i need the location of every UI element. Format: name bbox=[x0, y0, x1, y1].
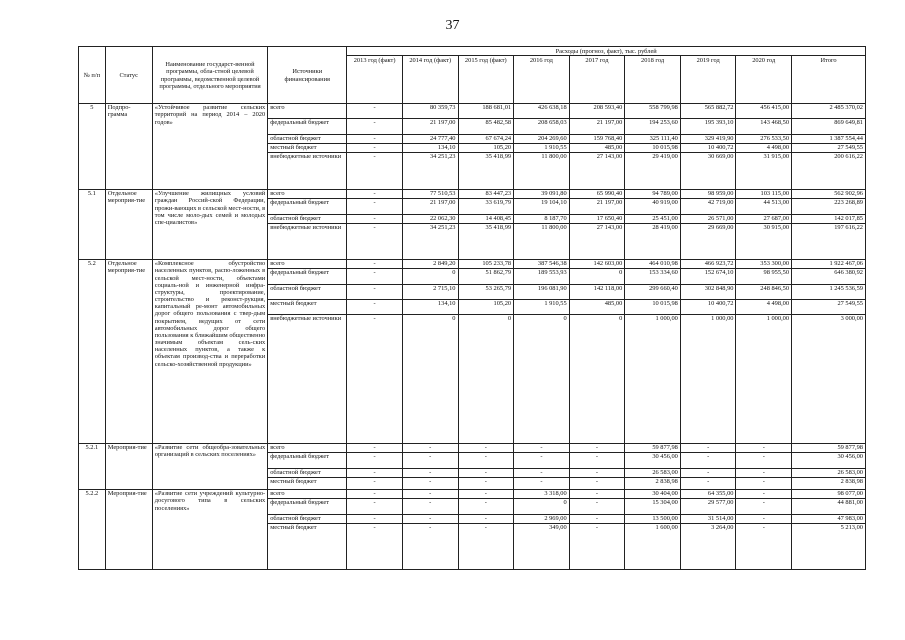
amount-cell: 59 877,98 bbox=[625, 444, 681, 453]
amount-cell: 134,10 bbox=[402, 144, 458, 153]
amount-cell: - bbox=[402, 515, 458, 524]
amount-cell: - bbox=[402, 453, 458, 469]
table-row bbox=[79, 104, 866, 119]
amount-cell: - bbox=[569, 524, 625, 570]
row-name: «Развитие сети общеобра-зовательных организаций в сельских поселениях» bbox=[152, 444, 267, 490]
amount-cell: 28 419,00 bbox=[625, 224, 681, 260]
amount-cell: 26 571,00 bbox=[680, 215, 736, 224]
amount-cell: - bbox=[402, 444, 458, 453]
amount-cell: 98 955,50 bbox=[736, 269, 792, 285]
amount-cell: - bbox=[347, 224, 403, 260]
amount-cell: 152 674,10 bbox=[680, 269, 736, 285]
amount-cell: 30 456,00 bbox=[792, 453, 866, 469]
amount-cell: 143 468,50 bbox=[736, 119, 792, 135]
amount-cell: 40 919,00 bbox=[625, 199, 681, 215]
amount-cell: 5 213,00 bbox=[792, 524, 866, 570]
header-status: Статус bbox=[105, 47, 152, 104]
amount-cell: - bbox=[736, 490, 792, 499]
amount-cell: - bbox=[680, 444, 736, 453]
amount-cell: 349,00 bbox=[514, 524, 570, 570]
amount-cell: - bbox=[347, 315, 403, 444]
amount-cell: 26 583,00 bbox=[625, 469, 681, 478]
amount-cell: 2 485 370,02 bbox=[792, 104, 866, 119]
amount-cell: - bbox=[458, 524, 514, 570]
amount-cell: - bbox=[458, 469, 514, 478]
funding-source: федеральный бюджет bbox=[268, 199, 347, 215]
amount-cell: - bbox=[736, 444, 792, 453]
row-name: «Развитие сети учреждений культурно-досугового типа в сельских поселениях» bbox=[152, 490, 267, 570]
amount-cell: - bbox=[347, 515, 403, 524]
amount-cell: 2 838,98 bbox=[792, 478, 866, 490]
amount-cell: 153 334,60 bbox=[625, 269, 681, 285]
amount-cell: - bbox=[514, 469, 570, 478]
amount-cell: 456 415,00 bbox=[736, 104, 792, 119]
amount-cell: 44 513,00 bbox=[736, 199, 792, 215]
amount-cell: 24 777,40 bbox=[402, 135, 458, 144]
amount-cell: - bbox=[347, 524, 403, 570]
amount-cell: - bbox=[458, 515, 514, 524]
amount-cell: - bbox=[514, 453, 570, 469]
header-year: 2019 год bbox=[680, 56, 736, 104]
amount-cell: 21 197,00 bbox=[402, 199, 458, 215]
header-sources: Источники финансирования bbox=[268, 47, 347, 104]
amount-cell: 42 719,00 bbox=[680, 199, 736, 215]
amount-cell: 29 669,00 bbox=[680, 224, 736, 260]
amount-cell: - bbox=[402, 490, 458, 499]
row-status: Мероприя-тие bbox=[105, 444, 152, 490]
amount-cell: - bbox=[514, 444, 570, 453]
amount-cell: 1 387 554,44 bbox=[792, 135, 866, 144]
amount-cell: - bbox=[569, 499, 625, 515]
amount-cell: 195 393,10 bbox=[680, 119, 736, 135]
amount-cell: 188 681,01 bbox=[458, 104, 514, 119]
funding-source: федеральный бюджет bbox=[268, 499, 347, 515]
amount-cell: - bbox=[736, 499, 792, 515]
amount-cell: 4 498,00 bbox=[736, 300, 792, 315]
funding-source: местный бюджет bbox=[268, 478, 347, 490]
amount-cell: 208 593,40 bbox=[569, 104, 625, 119]
amount-cell: 80 359,73 bbox=[402, 104, 458, 119]
amount-cell: 83 447,23 bbox=[458, 190, 514, 199]
amount-cell: 325 111,40 bbox=[625, 135, 681, 144]
amount-cell: 562 902,96 bbox=[792, 190, 866, 199]
funding-source: всего bbox=[268, 104, 347, 119]
amount-cell: 142 603,00 bbox=[569, 260, 625, 269]
amount-cell: 2 838,98 bbox=[625, 478, 681, 490]
amount-cell: 1 000,00 bbox=[625, 315, 681, 444]
amount-cell: 25 451,00 bbox=[625, 215, 681, 224]
amount-cell: 1 600,00 bbox=[625, 524, 681, 570]
amount-cell: - bbox=[569, 453, 625, 469]
table-row bbox=[79, 490, 866, 499]
amount-cell: 31 915,00 bbox=[736, 153, 792, 190]
amount-cell: - bbox=[569, 490, 625, 499]
amount-cell: 17 650,40 bbox=[569, 215, 625, 224]
table-body bbox=[79, 104, 866, 570]
amount-cell: 27 687,00 bbox=[736, 215, 792, 224]
amount-cell: 2 849,20 bbox=[402, 260, 458, 269]
amount-cell: 10 400,72 bbox=[680, 144, 736, 153]
amount-cell: - bbox=[347, 260, 403, 269]
amount-cell: 85 482,58 bbox=[458, 119, 514, 135]
amount-cell: 10 400,72 bbox=[680, 300, 736, 315]
amount-cell: 34 251,23 bbox=[402, 153, 458, 190]
amount-cell: 29 419,00 bbox=[625, 153, 681, 190]
amount-cell: - bbox=[458, 499, 514, 515]
funding-source: всего bbox=[268, 260, 347, 269]
amount-cell: 103 115,00 bbox=[736, 190, 792, 199]
page-number: 37 bbox=[445, 18, 460, 33]
amount-cell: - bbox=[736, 469, 792, 478]
amount-cell: 1 000,00 bbox=[736, 315, 792, 444]
header-year: Итого bbox=[792, 56, 866, 104]
header-year: 2018 год bbox=[625, 56, 681, 104]
amount-cell: 0 bbox=[569, 269, 625, 285]
amount-cell: 426 638,18 bbox=[514, 104, 570, 119]
row-status: Подпро-грамма bbox=[105, 104, 152, 190]
row-number: 5.2.2 bbox=[79, 490, 106, 570]
amount-cell: 1 245 536,59 bbox=[792, 285, 866, 300]
amount-cell: 485,00 bbox=[569, 300, 625, 315]
amount-cell: 98 959,00 bbox=[680, 190, 736, 199]
funding-source: федеральный бюджет bbox=[268, 119, 347, 135]
amount-cell: - bbox=[347, 144, 403, 153]
amount-cell: - bbox=[569, 444, 625, 453]
amount-cell: - bbox=[680, 453, 736, 469]
amount-cell: 77 510,53 bbox=[402, 190, 458, 199]
amount-cell: 1 910,55 bbox=[514, 300, 570, 315]
funding-source: областной бюджет bbox=[268, 215, 347, 224]
amount-cell: 197 616,22 bbox=[792, 224, 866, 260]
amount-cell: 646 380,92 bbox=[792, 269, 866, 285]
amount-cell: 64 355,00 bbox=[680, 490, 736, 499]
amount-cell: - bbox=[347, 469, 403, 478]
header-num: № п/п bbox=[79, 47, 106, 104]
amount-cell: 26 583,00 bbox=[792, 469, 866, 478]
amount-cell: 11 800,00 bbox=[514, 224, 570, 260]
amount-cell: - bbox=[514, 478, 570, 490]
row-status: Отдельное мероприя-тие bbox=[105, 190, 152, 260]
funding-source: всего bbox=[268, 490, 347, 499]
amount-cell: 1 922 467,06 bbox=[792, 260, 866, 269]
amount-cell: - bbox=[347, 490, 403, 499]
amount-cell: - bbox=[402, 499, 458, 515]
amount-cell: - bbox=[347, 285, 403, 300]
amount-cell: 53 265,79 bbox=[458, 285, 514, 300]
amount-cell: 19 104,10 bbox=[514, 199, 570, 215]
amount-cell: 329 419,90 bbox=[680, 135, 736, 144]
amount-cell: 27 143,00 bbox=[569, 224, 625, 260]
amount-cell: 21 197,00 bbox=[569, 199, 625, 215]
amount-cell: 35 418,99 bbox=[458, 224, 514, 260]
funding-source: федеральный бюджет bbox=[268, 269, 347, 285]
funding-source: внебюджетные источники bbox=[268, 153, 347, 190]
funding-source: местный бюджет bbox=[268, 524, 347, 570]
amount-cell: 21 197,00 bbox=[402, 119, 458, 135]
amount-cell: 387 546,38 bbox=[514, 260, 570, 269]
row-name: «Улучшение жилищных условий граждан Россий-ской Федерации, прожи-вающих в сельской мест-ности, в том числе моло-дых семей и молодых спе-циалистов» bbox=[152, 190, 267, 260]
amount-cell: 105,20 bbox=[458, 300, 514, 315]
funding-source: федеральный бюджет bbox=[268, 453, 347, 469]
amount-cell: 98 077,00 bbox=[792, 490, 866, 499]
amount-cell: 4 498,00 bbox=[736, 144, 792, 153]
funding-source: областной бюджет bbox=[268, 469, 347, 478]
amount-cell: 2 715,10 bbox=[402, 285, 458, 300]
amount-cell: 51 862,79 bbox=[458, 269, 514, 285]
funding-source: всего bbox=[268, 190, 347, 199]
amount-cell: 159 768,40 bbox=[569, 135, 625, 144]
amount-cell: 94 789,00 bbox=[625, 190, 681, 199]
row-status: Мероприя-тие bbox=[105, 490, 152, 570]
amount-cell: 59 877,98 bbox=[792, 444, 866, 453]
amount-cell: 0 bbox=[402, 315, 458, 444]
funding-source: местный бюджет bbox=[268, 300, 347, 315]
amount-cell: 30 915,00 bbox=[736, 224, 792, 260]
amount-cell: 0 bbox=[569, 315, 625, 444]
amount-cell: 0 bbox=[514, 499, 570, 515]
amount-cell: 3 264,00 bbox=[680, 524, 736, 570]
amount-cell: 29 577,00 bbox=[680, 499, 736, 515]
amount-cell: 10 015,98 bbox=[625, 300, 681, 315]
amount-cell: 27 549,55 bbox=[792, 144, 866, 153]
table-row bbox=[79, 260, 866, 269]
row-number: 5 bbox=[79, 104, 106, 190]
amount-cell: - bbox=[347, 499, 403, 515]
amount-cell: 14 408,45 bbox=[458, 215, 514, 224]
amount-cell: - bbox=[458, 453, 514, 469]
header-year: 2014 год (факт) bbox=[402, 56, 458, 104]
amount-cell: - bbox=[347, 119, 403, 135]
header-year: 2017 год bbox=[569, 56, 625, 104]
amount-cell: 2 969,00 bbox=[514, 515, 570, 524]
amount-cell: 142 118,00 bbox=[569, 285, 625, 300]
row-number: 5.2.1 bbox=[79, 444, 106, 490]
funding-source: внебюджетные источники bbox=[268, 315, 347, 444]
amount-cell: - bbox=[569, 469, 625, 478]
amount-cell: 248 846,50 bbox=[736, 285, 792, 300]
amount-cell: - bbox=[402, 469, 458, 478]
amount-cell: 11 800,00 bbox=[514, 153, 570, 190]
amount-cell: 299 660,40 bbox=[625, 285, 681, 300]
amount-cell: 8 187,70 bbox=[514, 215, 570, 224]
amount-cell: 194 253,60 bbox=[625, 119, 681, 135]
amount-cell: 0 bbox=[458, 315, 514, 444]
amount-cell: - bbox=[347, 104, 403, 119]
amount-cell: 466 923,72 bbox=[680, 260, 736, 269]
amount-cell: 10 015,98 bbox=[625, 144, 681, 153]
amount-cell: 0 bbox=[402, 269, 458, 285]
amount-cell: 47 983,00 bbox=[792, 515, 866, 524]
amount-cell: 302 848,90 bbox=[680, 285, 736, 300]
amount-cell: - bbox=[458, 444, 514, 453]
funding-source: всего bbox=[268, 444, 347, 453]
amount-cell: 353 300,00 bbox=[736, 260, 792, 269]
amount-cell: - bbox=[347, 215, 403, 224]
amount-cell: 15 304,00 bbox=[625, 499, 681, 515]
amount-cell: 39 091,80 bbox=[514, 190, 570, 199]
amount-cell: 558 799,98 bbox=[625, 104, 681, 119]
amount-cell: 22 062,30 bbox=[402, 215, 458, 224]
amount-cell: 0 bbox=[514, 315, 570, 444]
amount-cell: 189 553,93 bbox=[514, 269, 570, 285]
amount-cell: 21 197,00 bbox=[569, 119, 625, 135]
amount-cell: - bbox=[347, 453, 403, 469]
amount-cell: 204 269,60 bbox=[514, 135, 570, 144]
amount-cell: 1 000,00 bbox=[680, 315, 736, 444]
funding-source: местный бюджет bbox=[268, 144, 347, 153]
header-year: 2015 год (факт) bbox=[458, 56, 514, 104]
amount-cell: - bbox=[402, 478, 458, 490]
amount-cell: 464 010,98 bbox=[625, 260, 681, 269]
funding-source: областной бюджет bbox=[268, 515, 347, 524]
amount-cell: 30 404,00 bbox=[625, 490, 681, 499]
amount-cell: - bbox=[736, 478, 792, 490]
amount-cell: 223 268,89 bbox=[792, 199, 866, 215]
row-name: «Устойчивое развитие сельских территорий на период 2014 – 2020 годов» bbox=[152, 104, 267, 190]
funding-source: областной бюджет bbox=[268, 135, 347, 144]
amount-cell: - bbox=[347, 269, 403, 285]
amount-cell: - bbox=[347, 153, 403, 190]
amount-cell: 67 674,24 bbox=[458, 135, 514, 144]
amount-cell: 27 143,00 bbox=[569, 153, 625, 190]
amount-cell: - bbox=[736, 524, 792, 570]
amount-cell: - bbox=[458, 490, 514, 499]
budget-table bbox=[78, 46, 866, 570]
amount-cell: - bbox=[347, 444, 403, 453]
amount-cell: - bbox=[736, 515, 792, 524]
amount-cell: 485,00 bbox=[569, 144, 625, 153]
amount-cell: 33 619,79 bbox=[458, 199, 514, 215]
table-header bbox=[79, 47, 866, 104]
amount-cell: 44 881,00 bbox=[792, 499, 866, 515]
amount-cell: 30 669,00 bbox=[680, 153, 736, 190]
table-row bbox=[79, 190, 866, 199]
amount-cell: 134,10 bbox=[402, 300, 458, 315]
amount-cell: - bbox=[347, 135, 403, 144]
amount-cell: - bbox=[347, 478, 403, 490]
amount-cell: 1 910,55 bbox=[514, 144, 570, 153]
amount-cell: 65 990,40 bbox=[569, 190, 625, 199]
header-expenses: Расходы (прогноз, факт), тыс. рублей bbox=[347, 47, 866, 56]
amount-cell: 3 000,00 bbox=[792, 315, 866, 444]
header-name: Наименование государст-венной программы, обла-стной целевой программы, ведомственной целевой программы, отдельного мероприятия bbox=[152, 47, 267, 104]
row-status: Отдельное мероприя-тие bbox=[105, 260, 152, 444]
amount-cell: 34 251,23 bbox=[402, 224, 458, 260]
amount-cell: - bbox=[569, 515, 625, 524]
amount-cell: - bbox=[569, 478, 625, 490]
amount-cell: 35 418,99 bbox=[458, 153, 514, 190]
amount-cell: - bbox=[347, 300, 403, 315]
row-number: 5.1 bbox=[79, 190, 106, 260]
amount-cell: 208 658,03 bbox=[514, 119, 570, 135]
funding-source: внебюджетные источники bbox=[268, 224, 347, 260]
amount-cell: - bbox=[402, 524, 458, 570]
amount-cell: 142 017,85 bbox=[792, 215, 866, 224]
amount-cell: 869 649,81 bbox=[792, 119, 866, 135]
amount-cell: 30 456,00 bbox=[625, 453, 681, 469]
header-year: 2016 год bbox=[514, 56, 570, 104]
row-number: 5.2 bbox=[79, 260, 106, 444]
amount-cell: 276 533,50 bbox=[736, 135, 792, 144]
amount-cell: - bbox=[347, 199, 403, 215]
amount-cell: - bbox=[736, 453, 792, 469]
header-year: 2020 год bbox=[736, 56, 792, 104]
amount-cell: - bbox=[458, 478, 514, 490]
row-name: «Комплексное обустройство населенных пунктов, распо-ложенных в сельской мест-ности, объектами социаль-ной и инженерной инфра-структуры, проектирование, строительство и реконст-рукция, капитальный ре-монт автомобильных дорог общего пользования с твер-дым покрытием, ведущих от сети автомобильных дорог общего пользования к ближайшим общественно значимым объектам сель-ских населенных пунктов, а также к объектам производ-ства и переработки сельско-хозяйственной продукции» bbox=[152, 260, 267, 444]
table-row bbox=[79, 444, 866, 453]
amount-cell: 565 882,72 bbox=[680, 104, 736, 119]
amount-cell: 27 549,55 bbox=[792, 300, 866, 315]
amount-cell: - bbox=[680, 469, 736, 478]
amount-cell: 196 081,90 bbox=[514, 285, 570, 300]
amount-cell: 31 514,00 bbox=[680, 515, 736, 524]
funding-source: областной бюджет bbox=[268, 285, 347, 300]
amount-cell: 13 500,00 bbox=[625, 515, 681, 524]
amount-cell: 105,20 bbox=[458, 144, 514, 153]
amount-cell: - bbox=[680, 478, 736, 490]
amount-cell: 200 616,22 bbox=[792, 153, 866, 190]
amount-cell: - bbox=[347, 190, 403, 199]
amount-cell: 3 318,00 bbox=[514, 490, 570, 499]
header-year: 2013 год (факт) bbox=[347, 56, 403, 104]
amount-cell: 105 233,78 bbox=[458, 260, 514, 269]
